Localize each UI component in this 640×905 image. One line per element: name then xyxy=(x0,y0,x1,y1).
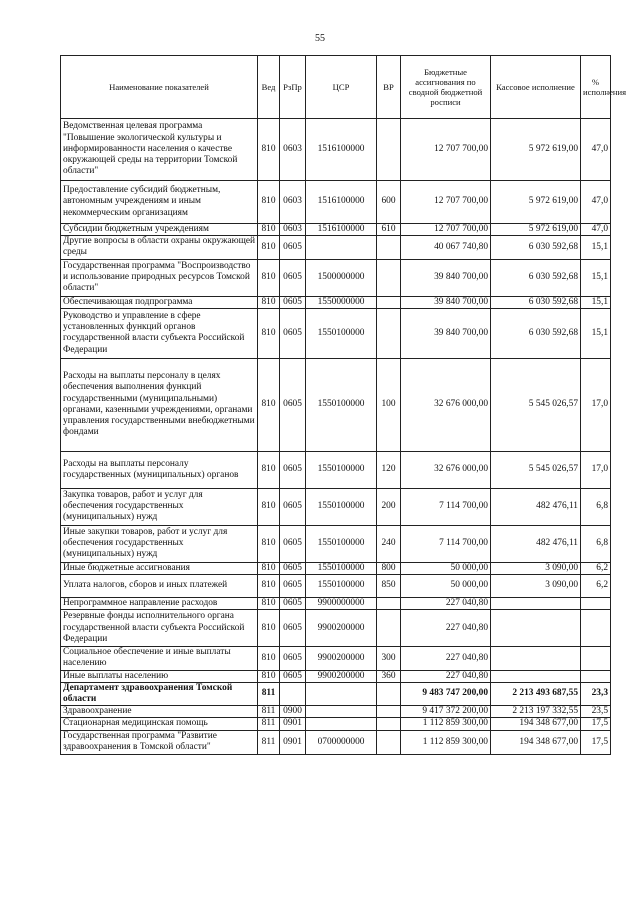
table-row xyxy=(61,647,611,670)
cell-rzpr: 0605 xyxy=(280,670,306,682)
cell-csr: 9900000000 xyxy=(306,598,377,610)
cell-name: Государственная программа "Развитие здравоохранения в Томской области" xyxy=(61,730,258,754)
cell-pct xyxy=(581,610,611,647)
cell-ved: 810 xyxy=(258,598,280,610)
cell-cash xyxy=(491,670,581,682)
cell-cash: 6 030 592,68 xyxy=(491,308,581,358)
cell-name: Руководство и управление в сфере установленных функций органов государственной власти субъекта Российской Федерации xyxy=(61,308,258,358)
cell-ved: 810 xyxy=(258,488,280,525)
cell-ved: 810 xyxy=(258,119,280,181)
cell-vr xyxy=(377,296,401,308)
cell-name: Ведомственная целевая программа "Повышение экологической культуры и информированности населения о качестве окружающей среды на территории Томской области" xyxy=(61,119,258,181)
cell-name: Субсидии бюджетным учреждениям xyxy=(61,224,258,236)
cell-pct: 47,0 xyxy=(581,181,611,224)
cell-budget: 9 483 747 200,00 xyxy=(401,682,491,705)
cell-csr xyxy=(306,718,377,730)
cell-name: Обеспечивающая подпрограмма xyxy=(61,296,258,308)
table-row xyxy=(61,236,611,259)
cell-cash: 5 972 619,00 xyxy=(491,224,581,236)
cell-rzpr: 0605 xyxy=(280,358,306,451)
table-row xyxy=(61,488,611,525)
table-row xyxy=(61,119,611,181)
cell-vr: 120 xyxy=(377,451,401,488)
cell-csr: 1516100000 xyxy=(306,224,377,236)
cell-csr xyxy=(306,236,377,259)
table-row xyxy=(61,358,611,451)
cell-name: Другие вопросы в области охраны окружающей среды xyxy=(61,236,258,259)
cell-name: Расходы на выплаты персоналу в целях обеспечения выполнения функций государственными (муниципальными) органами, казенными учреждениями, органами управления государственными внебюджетными фондами xyxy=(61,358,258,451)
header-budget: Бюджетные ассигнования по сводной бюджетной росписи xyxy=(401,56,491,119)
cell-vr xyxy=(377,259,401,296)
cell-vr xyxy=(377,610,401,647)
cell-ved: 811 xyxy=(258,706,280,718)
cell-rzpr: 0603 xyxy=(280,224,306,236)
cell-pct: 6,2 xyxy=(581,575,611,598)
header-pct: % исполнения xyxy=(581,56,611,119)
cell-pct: 6,2 xyxy=(581,562,611,574)
table-row xyxy=(61,718,611,730)
cell-cash: 6 030 592,68 xyxy=(491,236,581,259)
cell-ved: 810 xyxy=(258,358,280,451)
cell-rzpr: 0605 xyxy=(280,259,306,296)
cell-vr: 360 xyxy=(377,670,401,682)
header-ved: Вед xyxy=(258,56,280,119)
cell-ved: 810 xyxy=(258,259,280,296)
header-name: Наименование показателей xyxy=(61,56,258,119)
cell-pct: 15,1 xyxy=(581,296,611,308)
cell-budget: 50 000,00 xyxy=(401,562,491,574)
header-csr: ЦСР xyxy=(306,56,377,119)
table-header-row xyxy=(61,56,611,119)
cell-cash: 5 972 619,00 xyxy=(491,181,581,224)
cell-ved: 810 xyxy=(258,451,280,488)
cell-rzpr: 0605 xyxy=(280,610,306,647)
table-body xyxy=(61,119,611,755)
cell-vr: 300 xyxy=(377,647,401,670)
cell-ved: 810 xyxy=(258,562,280,574)
cell-csr xyxy=(306,706,377,718)
cell-budget: 227 040,80 xyxy=(401,598,491,610)
cell-cash: 194 348 677,00 xyxy=(491,730,581,754)
cell-budget: 227 040,80 xyxy=(401,670,491,682)
cell-cash: 5 545 026,57 xyxy=(491,451,581,488)
cell-cash: 3 090,00 xyxy=(491,575,581,598)
cell-budget: 12 707 700,00 xyxy=(401,119,491,181)
cell-vr: 800 xyxy=(377,562,401,574)
cell-vr xyxy=(377,682,401,705)
cell-rzpr: 0605 xyxy=(280,575,306,598)
cell-csr: 1550100000 xyxy=(306,525,377,562)
cell-budget: 40 067 740,80 xyxy=(401,236,491,259)
cell-pct: 47,0 xyxy=(581,224,611,236)
cell-csr: 1550100000 xyxy=(306,451,377,488)
table-row xyxy=(61,730,611,754)
cell-budget: 39 840 700,00 xyxy=(401,296,491,308)
cell-cash xyxy=(491,647,581,670)
table-row xyxy=(61,451,611,488)
cell-cash: 5 972 619,00 xyxy=(491,119,581,181)
table-row xyxy=(61,562,611,574)
cell-rzpr: 0605 xyxy=(280,598,306,610)
cell-csr: 9900200000 xyxy=(306,670,377,682)
cell-vr: 200 xyxy=(377,488,401,525)
cell-csr: 1550100000 xyxy=(306,308,377,358)
cell-pct xyxy=(581,598,611,610)
page-number: 55 xyxy=(315,33,325,44)
cell-name: Закупка товаров, работ и услуг для обеспечения государственных (муниципальных) нужд xyxy=(61,488,258,525)
cell-pct: 23,5 xyxy=(581,706,611,718)
cell-vr: 850 xyxy=(377,575,401,598)
cell-name: Департамент здравоохранения Томской области xyxy=(61,682,258,705)
cell-name: Непрограммное направление расходов xyxy=(61,598,258,610)
cell-ved: 810 xyxy=(258,236,280,259)
cell-budget: 7 114 700,00 xyxy=(401,525,491,562)
cell-rzpr xyxy=(280,682,306,705)
cell-budget: 227 040,80 xyxy=(401,610,491,647)
cell-csr: 1516100000 xyxy=(306,119,377,181)
cell-ved: 810 xyxy=(258,308,280,358)
cell-pct: 17,5 xyxy=(581,718,611,730)
cell-name: Стационарная медицинская помощь xyxy=(61,718,258,730)
cell-budget: 50 000,00 xyxy=(401,575,491,598)
cell-rzpr: 0605 xyxy=(280,451,306,488)
cell-pct: 17,0 xyxy=(581,358,611,451)
cell-csr: 1500000000 xyxy=(306,259,377,296)
cell-vr xyxy=(377,730,401,754)
cell-csr: 1550100000 xyxy=(306,562,377,574)
cell-budget: 1 112 859 300,00 xyxy=(401,718,491,730)
cell-vr xyxy=(377,308,401,358)
cell-budget: 32 676 000,00 xyxy=(401,358,491,451)
cell-csr: 1550100000 xyxy=(306,358,377,451)
cell-ved: 810 xyxy=(258,296,280,308)
cell-rzpr: 0605 xyxy=(280,562,306,574)
cell-ved: 810 xyxy=(258,575,280,598)
cell-rzpr: 0901 xyxy=(280,718,306,730)
cell-rzpr: 0603 xyxy=(280,181,306,224)
cell-pct: 17,0 xyxy=(581,451,611,488)
cell-rzpr: 0603 xyxy=(280,119,306,181)
cell-vr xyxy=(377,119,401,181)
cell-cash xyxy=(491,610,581,647)
cell-ved: 810 xyxy=(258,181,280,224)
cell-ved: 811 xyxy=(258,718,280,730)
cell-rzpr: 0605 xyxy=(280,296,306,308)
table-row xyxy=(61,682,611,705)
table-row xyxy=(61,224,611,236)
cell-ved: 810 xyxy=(258,525,280,562)
cell-rzpr: 0605 xyxy=(280,647,306,670)
cell-csr: 1516100000 xyxy=(306,181,377,224)
cell-csr xyxy=(306,682,377,705)
cell-name: Предоставление субсидий бюджетным, автономным учреждениям и иным некоммерческим организациям xyxy=(61,181,258,224)
cell-pct: 17,5 xyxy=(581,730,611,754)
cell-cash xyxy=(491,598,581,610)
cell-cash: 2 213 197 332,55 xyxy=(491,706,581,718)
cell-rzpr: 0605 xyxy=(280,236,306,259)
table-row xyxy=(61,181,611,224)
header-cash: Кассовое исполнение xyxy=(491,56,581,119)
cell-cash: 2 213 493 687,55 xyxy=(491,682,581,705)
cell-rzpr: 0605 xyxy=(280,525,306,562)
table-row xyxy=(61,610,611,647)
cell-budget: 1 112 859 300,00 xyxy=(401,730,491,754)
cell-pct: 6,8 xyxy=(581,488,611,525)
cell-ved: 810 xyxy=(258,224,280,236)
cell-cash: 194 348 677,00 xyxy=(491,718,581,730)
cell-name: Расходы на выплаты персоналу государственных (муниципальных) органов xyxy=(61,451,258,488)
cell-csr: 1550100000 xyxy=(306,575,377,598)
table-row xyxy=(61,598,611,610)
cell-budget: 12 707 700,00 xyxy=(401,181,491,224)
cell-pct: 15,1 xyxy=(581,308,611,358)
cell-pct: 15,1 xyxy=(581,236,611,259)
cell-cash: 6 030 592,68 xyxy=(491,259,581,296)
cell-budget: 39 840 700,00 xyxy=(401,308,491,358)
cell-vr xyxy=(377,236,401,259)
cell-vr xyxy=(377,706,401,718)
header-vr: ВР xyxy=(377,56,401,119)
table-row xyxy=(61,575,611,598)
cell-csr: 1550100000 xyxy=(306,488,377,525)
cell-ved: 810 xyxy=(258,610,280,647)
cell-csr: 1550000000 xyxy=(306,296,377,308)
cell-name: Резервные фонды исполнительного органа государственной власти субъекта Российской Федерации xyxy=(61,610,258,647)
header-rzpr: РзПр xyxy=(280,56,306,119)
cell-budget: 227 040,80 xyxy=(401,647,491,670)
cell-cash: 5 545 026,57 xyxy=(491,358,581,451)
cell-budget: 32 676 000,00 xyxy=(401,451,491,488)
cell-pct: 6,8 xyxy=(581,525,611,562)
cell-cash: 482 476,11 xyxy=(491,525,581,562)
cell-csr: 9900200000 xyxy=(306,610,377,647)
table-row xyxy=(61,525,611,562)
cell-ved: 811 xyxy=(258,730,280,754)
cell-vr xyxy=(377,718,401,730)
cell-csr: 0700000000 xyxy=(306,730,377,754)
cell-vr: 100 xyxy=(377,358,401,451)
cell-budget: 12 707 700,00 xyxy=(401,224,491,236)
cell-name: Здравоохранение xyxy=(61,706,258,718)
cell-pct xyxy=(581,647,611,670)
cell-cash: 482 476,11 xyxy=(491,488,581,525)
cell-name: Иные бюджетные ассигнования xyxy=(61,562,258,574)
cell-ved: 810 xyxy=(258,670,280,682)
table-row xyxy=(61,308,611,358)
cell-cash: 3 090,00 xyxy=(491,562,581,574)
cell-rzpr: 0901 xyxy=(280,730,306,754)
cell-pct: 23,3 xyxy=(581,682,611,705)
cell-name: Иные выплаты населению xyxy=(61,670,258,682)
budget-table xyxy=(60,55,627,755)
cell-vr: 610 xyxy=(377,224,401,236)
cell-pct xyxy=(581,670,611,682)
cell-vr: 600 xyxy=(377,181,401,224)
cell-name: Государственная программа "Воспроизводство и использование природных ресурсов Томской области" xyxy=(61,259,258,296)
table-row xyxy=(61,296,611,308)
cell-pct: 15,1 xyxy=(581,259,611,296)
cell-name: Социальное обеспечение и иные выплаты населению xyxy=(61,647,258,670)
cell-budget: 7 114 700,00 xyxy=(401,488,491,525)
cell-ved: 811 xyxy=(258,682,280,705)
table-row xyxy=(61,259,611,296)
cell-rzpr: 0605 xyxy=(280,488,306,525)
cell-cash: 6 030 592,68 xyxy=(491,296,581,308)
cell-name: Уплата налогов, сборов и иных платежей xyxy=(61,575,258,598)
cell-name: Иные закупки товаров, работ и услуг для обеспечения государственных (муниципальных) нужд xyxy=(61,525,258,562)
table-row xyxy=(61,706,611,718)
table-row xyxy=(61,670,611,682)
cell-budget: 9 417 372 200,00 xyxy=(401,706,491,718)
cell-ved: 810 xyxy=(258,647,280,670)
cell-rzpr: 0900 xyxy=(280,706,306,718)
cell-vr: 240 xyxy=(377,525,401,562)
cell-vr xyxy=(377,598,401,610)
cell-csr: 9900200000 xyxy=(306,647,377,670)
cell-pct: 47,0 xyxy=(581,119,611,181)
cell-rzpr: 0605 xyxy=(280,308,306,358)
cell-budget: 39 840 700,00 xyxy=(401,259,491,296)
